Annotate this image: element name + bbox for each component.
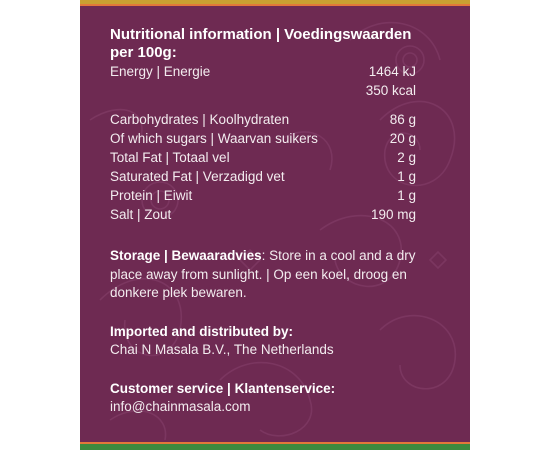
product-label	[80, 0, 470, 450]
nutrition-row-sugars	[110, 130, 450, 149]
nutrient-name: Protein | Eiwit	[110, 188, 193, 204]
nutrition-row-protein	[110, 187, 450, 206]
row-spacer	[110, 101, 450, 111]
nutrient-value: 190 mg	[370, 207, 416, 223]
nutrient-value: 1 g	[397, 169, 416, 185]
nutrient-name: Of which sugars | Waarvan suikers	[110, 131, 318, 147]
customer-service-email: info@chainmasala.com	[110, 399, 251, 414]
nutrition-row-salt	[110, 206, 450, 225]
nutrient-name: Total Fat | Totaal vel	[110, 150, 230, 166]
customer-service-section	[110, 380, 450, 417]
bottom-green-band	[80, 444, 470, 450]
nutrient-name: Energy | Energie	[110, 64, 211, 80]
nutrient-name: Saturated Fat | Verzadigd vet	[110, 169, 285, 185]
nutrition-row-saturated-fat	[110, 168, 450, 187]
storage-section	[110, 247, 450, 303]
importer-section	[110, 323, 450, 360]
nutrition-row-total-fat	[110, 149, 450, 168]
nutrition-row-energy-kcal	[110, 82, 450, 101]
nutrient-value: 20 g	[389, 131, 416, 147]
nutrient-value: 1464 kJ	[368, 64, 416, 80]
nutrition-row-energy-kj	[110, 63, 450, 82]
storage-line1	[110, 247, 450, 266]
storage-text-3: donkere plek bewaren.	[110, 285, 247, 300]
nutrition-table	[110, 63, 450, 225]
storage-heading: Storage | Bewaaradvies	[110, 248, 262, 263]
label-content	[110, 26, 450, 417]
nutrition-heading-line2: per 100g:	[110, 44, 177, 61]
storage-text-2: place away from sunlight. | Op een koel, droog en	[110, 266, 407, 282]
nutrition-heading-line1: Nutritional information | Voedingswaarden	[110, 26, 412, 43]
importer-heading: Imported and distributed by:	[110, 323, 294, 339]
nutrient-value: 86 g	[389, 112, 416, 128]
nutrient-name: Carbohydrates | Koolhydraten	[110, 112, 290, 128]
customer-service-heading: Customer service | Klantenservice:	[110, 380, 336, 396]
nutrient-value: 2 g	[397, 150, 416, 166]
nutrient-value: 350 kcal	[365, 83, 416, 99]
nutrient-value: 1 g	[397, 188, 416, 204]
nutrition-row-carbohydrates	[110, 111, 450, 130]
storage-text-1: : Store in a cool and a dry	[261, 248, 416, 263]
importer-text: Chai N Masala B.V., The Netherlands	[110, 342, 334, 357]
nutrient-name: Salt | Zout	[110, 207, 172, 223]
